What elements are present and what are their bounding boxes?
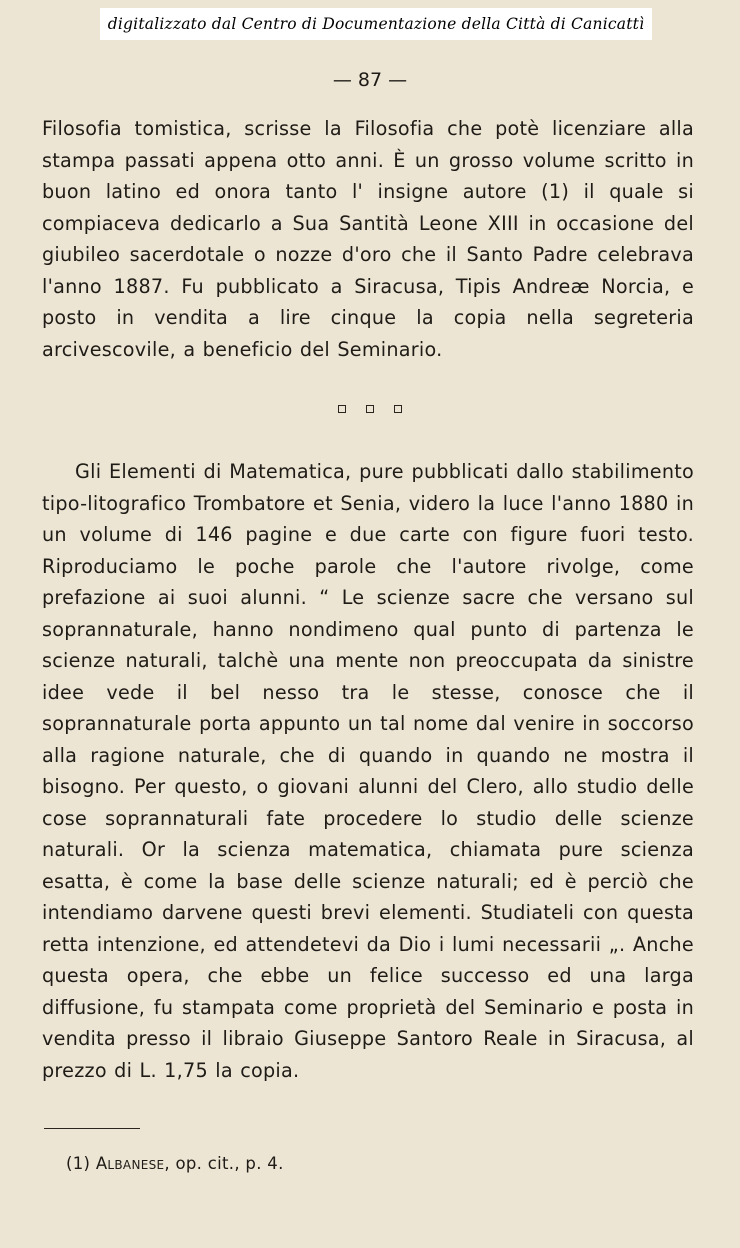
separator-square (338, 405, 346, 413)
footnote-marker: (1) (66, 1154, 91, 1173)
section-separator (0, 405, 740, 413)
footnote (66, 1150, 284, 1178)
separator-square (394, 405, 402, 413)
footnote-author: Albanese, (95, 1154, 170, 1173)
paragraph-filosofia: Filosofia tomistica, scrisse la Filosofia che potè licenziare alla stampa passati appena otto anni. È un grosso volume scritto in buon latino ed onora tanto l' insigne autore (1) il quale si compiaceva dedicarlo a Sua Santità Leone XIII in occasione del giubileo sacerdotale o nozze d'oro che il Santo Padre celebrava l'anno 1887. Fu pubblicato a Siracusa, Tipis Andreæ Norcia, e posto in vendita a lire cinque la copia nella segreteria arcivescovile, a beneficio del Seminario. (42, 117, 694, 361)
footnote-reference: op. cit., p. 4. (175, 1154, 284, 1173)
separator-square (366, 405, 374, 413)
page-number: — 87 — (332, 69, 408, 91)
footnote-divider (44, 1128, 140, 1129)
digitization-watermark: digitalizzato dal Centro di Documentazione della Città di Canicattì (100, 8, 652, 40)
paragraph-matematica: Gli Elementi di Matematica, pure pubblicati dallo stabilimento tipo-litografico Trombatore et Senia, videro la luce l'anno 1880 in un volume di 146 pagine e due carte con figure fuori testo. Riproduciamo le poche parole che l'autore rivolge, come prefazione ai suoi alunni. “ Le scienze sacre che versano sul soprannaturale, hanno nondimeno qual punto di partenza le scienze naturali, talchè una mente non preoccupata da sinistre idee vede il bel nesso tra le stesse, conosce che il soprannaturale porta appunto un tal nome dal venire in soccorso alla ragione naturale, che di quando in quando ne mostra il bisogno. Per questo, o giovani alunni del Clero, allo studio delle cose soprannaturali fate procedere lo studio delle scienze naturali. Or la scienza matematica, chiamata pure scienza esatta, è come la base delle scienze naturali; ed è perciò che intendiamo darvene questi brevi elementi. Studiateli con questa retta intenzione, ed attendetevi da Dio i lumi necessarii „. Anche questa opera, che ebbe un felice successo ed una larga diffusione, fu stampata come proprietà del Seminario e posta in vendita presso il libraio Giuseppe Santoro Reale in Siracusa, al prezzo di L. 1,75 la copia. (42, 460, 694, 1082)
